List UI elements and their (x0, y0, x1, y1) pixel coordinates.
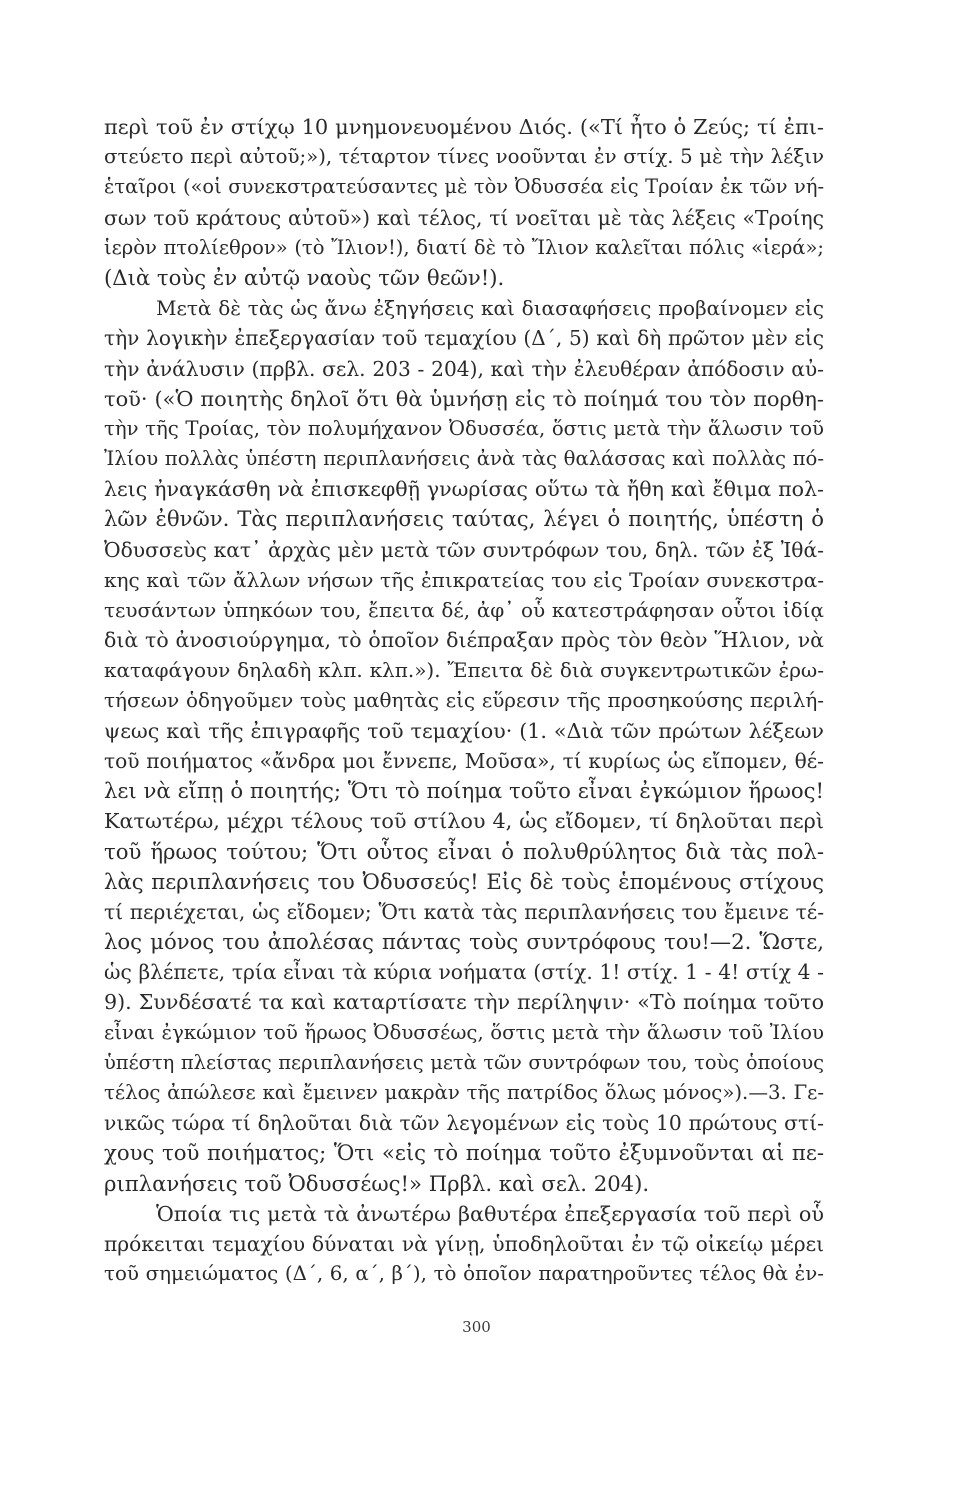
text-line: Μετὰ δὲ τὰς ὡς ἄνω ἐξηγήσεις καὶ διασαφήσεις προβαίνομεν εἰς (156, 296, 824, 321)
text-line: λὰς περιπλανήσεις του Ὀδυσσεύς! Εἰς δὲ τοὺς ἑπομένους στίχους (104, 868, 824, 894)
text-line: Κατωτέρω, μέχρι τέλους τοῦ στίλου 4, ὡς εἴδομεν, τί δηλοῦται περὶ (104, 809, 824, 834)
page-number: 300 (462, 1318, 491, 1336)
text-line: τί περιέχεται, ὡς εἴδομεν; Ὅτι κατὰ τὰς περιπλανήσεις του ἔμεινε τέ- (104, 899, 824, 924)
text-line: 9). Συνδέσατέ τα καὶ καταρτίσατε τὴν περίληψιν· «Τὸ ποίημα τοῦτο (104, 990, 824, 1015)
text-line: τοῦ σημειώματος (Δ΄, 6, α΄, β΄), τὸ ὁποῖον παρατηροῦντες τέλος θὰ ἐν- (104, 1262, 824, 1286)
text-line: λεις ἠναγκάσθη νὰ ἐπισκεφθῇ γνωρίσας οὕτω τὰ ἤθη καὶ ἔθιμα πολ- (104, 477, 824, 502)
text-line: τὴν ἀνάλυσιν (πρβλ. σελ. 203 - 204), καὶ τὴν ἐλευθέραν ἀπόδοσιν αὐ- (104, 356, 824, 381)
text-line: (Διὰ τοὺς ἐν αὐτῷ ναοὺς τῶν θεῶν!). (104, 264, 505, 290)
text-line: τὴν τῆς Τροίας, τὸν πολυμήχανον Ὀδυσσέα, ὅστις μετὰ τὴν ἅλωσιν τοῦ (104, 416, 824, 440)
text-line: τευσάντων ὑπηκόων του, ἔπειτα δέ, ἀφ᾿ οὗ κατεστράφησαν οὗτοι ἰδίᾳ (104, 598, 824, 622)
text-line: πρόκειται τεμαχίου δύναται νὰ γίνῃ, ὑποδηλοῦται ἐν τῷ οἰκείῳ μέρει (104, 1231, 824, 1256)
text-line: τέλος ἀπώλεσε καὶ ἔμεινεν μακρὰν τῆς πατρίδος ὅλως μόνος»).—3. Γε- (104, 1081, 824, 1104)
text-line: στεύετο περὶ αὐτοῦ;»), τέταρτον τίνες νοοῦνται ἐν στίχ. 5 μὲ τὴν λέξιν (104, 145, 824, 169)
text-line: διὰ τὸ ἀνοσιούργημα, τὸ ὁποῖον διέπραξαν πρὸς τὸν θεὸν Ἥλιον, νὰ (104, 628, 824, 653)
text-line: τὴν λογικὴν ἐπεξεργασίαν τοῦ τεμαχίου (Δ΄, 5) καὶ δὴ πρῶτον μὲν εἰς (104, 326, 824, 351)
text-line: ἱερὸν πτολίεθρον» (τὸ Ἴλιον!), διατί δὲ τὸ Ἴλιον καλεῖται πόλις «ἱερά»; (104, 235, 824, 259)
text-line: Ὀδυσσεὺς κατ᾿ ἀρχὰς μὲν μετὰ τῶν συντρόφων του, δηλ. τῶν ἐξ Ἰθά- (104, 537, 824, 562)
text-line: τήσεων ὁδηγοῦμεν τοὺς μαθητὰς εἰς εὕρεσιν τῆς προσηκούσης περιλή- (104, 688, 824, 712)
text-line: ριπλανήσεις τοῦ Ὀδυσσέως!» Πρβλ. καὶ σελ. 204). (104, 1170, 650, 1196)
text-line: τοῦ· («Ὁ ποιητὴς δηλοῖ ὅτι θὰ ὑμνήσῃ εἰς τὸ ποίημά του τὸν πορθη- (104, 386, 824, 411)
text-line: λος μόνος του ἀπολέσας πάντας τοὺς συντρόφους του!—2. Ὥστε, (104, 929, 824, 955)
text-line: τοῦ ἥρωος τούτου; Ὅτι οὗτος εἶναι ὁ πολυθρύλητος διὰ τὰς πολ- (104, 838, 824, 864)
text-line: λῶν ἐθνῶν. Τὰς περιπλανήσεις ταύτας, λέγει ὁ ποιητής, ὑπέστη ὁ (104, 506, 824, 532)
text-line: λει νὰ εἴπῃ ὁ ποιητής; Ὅτι τὸ ποίημα τοῦτο εἶναι ἐγκώμιον ἥρωος! (104, 778, 824, 804)
text-line: καταφάγουν δηλαδὴ κλπ. κλπ.»). Ἔπειτα δὲ διὰ συγκεντρωτικῶν ἐρω- (104, 658, 824, 683)
text-line: νικῶς τώρα τί δηλοῦται διὰ τῶν λεγομένων εἰς τοὺς 10 πρώτους στί- (104, 1111, 824, 1136)
text-line: σων τοῦ κράτους αὐτοῦ») καὶ τέλος, τί νοεῖται μὲ τὰς λέξεις «Τροίης (104, 205, 824, 230)
text-line: εἶναι ἐγκώμιον τοῦ ἥρωος Ὀδυσσέως, ὅστις μετὰ τὴν ἅλωσιν τοῦ Ἰλίου (104, 1020, 824, 1044)
text-line: περὶ τοῦ ἐν στίχῳ 10 μνημονευομένου Διός. («Τί ἦτο ὁ Ζεύς; τί ἐπι- (104, 115, 824, 139)
body-text (104, 112, 824, 1289)
text-line: κης καὶ τῶν ἄλλων νήσων τῆς ἐπικρατείας του εἰς Τροίαν συνεκστρα- (104, 567, 824, 592)
text-line: ὡς βλέπετε, τρία εἶναι τὰ κύρια νοήματα (στίχ. 1! στίχ. 1 - 4! στίχ 4 - (104, 960, 824, 985)
text-line: ὑπέστη πλείστας περιπλανήσεις μετὰ τῶν συντρόφων του, τοὺς ὁποίους (104, 1050, 824, 1074)
text-line: Ἰλίου πολλὰς ὑπέστη περιπλανήσεις ἀνὰ τὰς θαλάσσας καὶ πολλὰς πό- (104, 447, 824, 471)
text-line: Ὁποία τις μετὰ τὰ ἀνωτέρω βαθυτέρα ἐπεξεργασία τοῦ περὶ οὗ (156, 1201, 824, 1226)
text-line: ψεως καὶ τῆς ἐπιγραφῆς τοῦ τεμαχίου· (1. «Διὰ τῶν πρώτων λέξεων (104, 718, 824, 743)
text-line: ἑταῖροι («οἱ συνεκστρατεύσαντες μὲ τὸν Ὀδυσσέα εἰς Τροίαν ἐκ τῶν νή- (104, 175, 824, 199)
text-line: χους τοῦ ποιήματος; Ὅτι «εἰς τὸ ποίημα τοῦτο ἐξυμνοῦνται αἱ πε- (104, 1140, 824, 1166)
text-line: τοῦ ποιήματος «ἄνδρα μοι ἔννεπε, Μοῦσα», τί κυρίως ὡς εἴπομεν, θέ- (104, 748, 824, 773)
